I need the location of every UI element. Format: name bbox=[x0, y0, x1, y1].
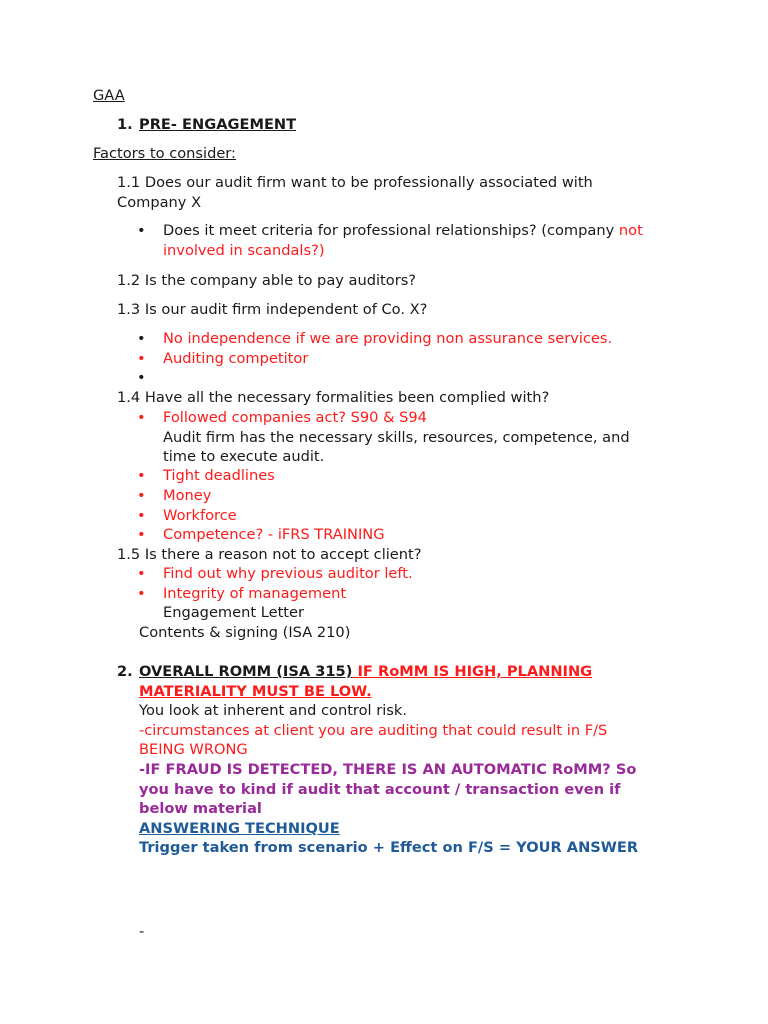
section-2-number: 2. bbox=[117, 663, 133, 680]
paragraph-1-4-line2: time to execute audit. bbox=[163, 448, 325, 465]
trailing-dash: - bbox=[139, 923, 145, 940]
section-2-heading-line2: MATERIALITY MUST BE LOW. bbox=[139, 683, 372, 700]
bullet-1-1-line1: Does it meet criteria for professional relationships? (company not bbox=[163, 222, 643, 239]
bullet-dot: • bbox=[137, 526, 146, 543]
bullet-1-3-a: No independence if we are providing non assurance services. bbox=[163, 330, 613, 347]
factors-heading: Factors to consider: bbox=[93, 145, 236, 162]
section-2-heading-line1: OVERALL ROMM (ISA 315) IF RoMM IS HIGH, PLANNING bbox=[139, 663, 593, 680]
contents-signing: Contents & signing (ISA 210) bbox=[139, 624, 351, 641]
bullet-1-4-a: Followed companies act? S90 & S94 bbox=[163, 409, 427, 426]
doc-title: GAA bbox=[93, 87, 125, 104]
answering-technique-heading: ANSWERING TECHNIQUE bbox=[139, 820, 340, 837]
bullet-dot: • bbox=[137, 222, 146, 239]
bullet-dot: • bbox=[137, 467, 146, 484]
bullet-dot: • bbox=[137, 565, 146, 582]
section-2-para: You look at inherent and control risk. bbox=[139, 702, 407, 719]
engagement-letter: Engagement Letter bbox=[163, 604, 304, 621]
bullet-dot: • bbox=[137, 409, 146, 426]
section-1-number: 1. bbox=[117, 116, 133, 133]
paragraph-1-4-line1: Audit firm has the necessary skills, resources, competence, and bbox=[163, 429, 630, 446]
section-2-red-line2: BEING WRONG bbox=[139, 741, 248, 758]
fraud-line3: below material bbox=[139, 800, 262, 817]
bullet-dot: • bbox=[137, 585, 146, 602]
bullet-1-4-c: Money bbox=[163, 487, 212, 504]
bullet-1-4-e: Competence? - iFRS TRAINING bbox=[163, 526, 385, 543]
question-1-2: 1.2 Is the company able to pay auditors? bbox=[117, 272, 417, 289]
bullet-1-5-a: Find out why previous auditor left. bbox=[163, 565, 413, 582]
bullet-dot: • bbox=[137, 350, 146, 367]
bullet-1-5-b: Integrity of management bbox=[163, 585, 347, 602]
bullet-1-4-d: Workforce bbox=[163, 507, 237, 524]
bullet-dot: • bbox=[137, 369, 146, 386]
section-1-heading: PRE- ENGAGEMENT bbox=[139, 116, 297, 133]
bullet-dot: • bbox=[137, 330, 146, 347]
bullet-dot: • bbox=[137, 487, 146, 504]
fraud-line2: you have to kind if audit that account / transaction even if bbox=[139, 781, 621, 798]
question-1-5: 1.5 Is there a reason not to accept client? bbox=[117, 546, 422, 563]
question-1-1-line2: Company X bbox=[117, 194, 202, 211]
question-1-4: 1.4 Have all the necessary formalities been complied with? bbox=[117, 389, 550, 406]
fraud-line1: -IF FRAUD IS DETECTED, THERE IS AN AUTOMATIC RoMM? So bbox=[139, 761, 637, 778]
bullet-dot: • bbox=[137, 507, 146, 524]
answer-formula: Trigger taken from scenario + Effect on F/S = YOUR ANSWER bbox=[139, 839, 639, 856]
question-1-3: 1.3 Is our audit firm independent of Co. X? bbox=[117, 301, 428, 318]
bullet-1-4-b: Tight deadlines bbox=[163, 467, 275, 484]
question-1-1-line1: 1.1 Does our audit firm want to be professionally associated with bbox=[117, 174, 593, 191]
bullet-1-3-b: Auditing competitor bbox=[163, 350, 309, 367]
section-2-red-line1: -circumstances at client you are auditing that could result in F/S bbox=[139, 722, 608, 739]
bullet-1-1-line2: involved in scandals?) bbox=[163, 242, 325, 259]
